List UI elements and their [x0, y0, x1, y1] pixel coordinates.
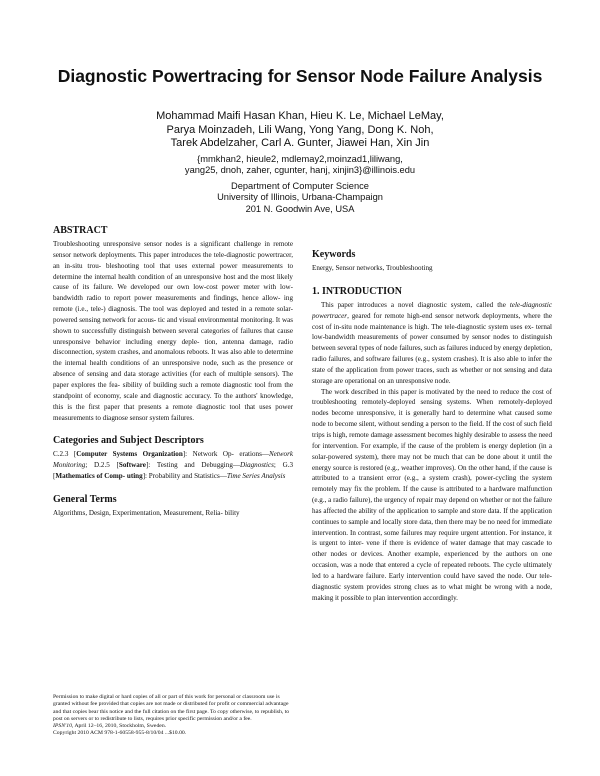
text-line: standpoint of economy, scale and diagnostic accuracy. To — [53, 391, 222, 400]
text-line: or not the failure has affected the ability of the application — [312, 496, 553, 515]
affiliation — [90, 181, 510, 215]
text-line: not made or distributed for profit or commercial advantage and that copies — [53, 701, 289, 715]
text-line: traces, such as whether or not sensing and data storage are — [312, 365, 552, 385]
text-line: to other nodes or devices. Another example, experienced — [312, 539, 552, 559]
text-line: failures, such as failures induced by energy depletion, radio — [312, 344, 552, 364]
text-line: a cycle of repeated reboots. The cycle ultimately led to a — [312, 561, 552, 580]
text-line: require urgent attention. For instance, it is urgent to inter- — [312, 528, 553, 548]
text-line: tion, antenna damage, radio disconnection, system crashes, — [53, 337, 293, 357]
left-column — [53, 225, 293, 519]
text-line: (for each of multiple sensors). The paper explores the fea- — [53, 370, 293, 389]
affiliation-line: University of Illinois, Urbana-Champaign — [217, 192, 383, 203]
text-line: Algorithms, Design, Experimentation, Measurement, Relia- — [53, 508, 223, 517]
text-line: be much that can be done about it until the energy source is — [312, 452, 552, 472]
system-name: tele-diagnostic powertracer — [312, 300, 552, 320]
general-terms-heading: General Terms — [53, 493, 117, 505]
text-line: radio failure), the urgency of repair may depend on whether — [333, 496, 503, 505]
text-line: Troubleshooting unresponsive sensor nodes is a significant — [53, 240, 231, 248]
introduction-heading: 1. INTRODUCTION — [312, 285, 403, 297]
text-line: Permission to make digital or hard copies of all or part of this work for — [53, 694, 215, 700]
text-line: hardware failure. Early intervention could have saved the — [337, 571, 506, 580]
general-terms-body — [53, 508, 293, 519]
text-line: bility — [224, 508, 240, 517]
text-line: sibility of building such a remote diagnostic tool from the — [122, 380, 293, 389]
text-line: ternal low-bandwidth measurements of power consumed by — [312, 322, 552, 342]
permission-text — [53, 694, 291, 723]
text-line: assessment becomes highly desirable to assess the need for — [312, 430, 552, 450]
text-line: by the authors on one occasion, was a node that entered — [312, 550, 553, 570]
text-line: to report power measurements and findings, hence allow- — [104, 294, 281, 303]
category-name: Computer Systems Organization — [76, 450, 183, 459]
text-line: determine the internal health condition of an unresponsive — [53, 272, 222, 281]
subject-name: Network Monitoring — [53, 450, 293, 470]
copyright-footnote — [53, 694, 291, 738]
text-line: to sample and store data. If the application continues to — [312, 506, 552, 526]
affiliation-line: Department of Computer Science — [231, 181, 369, 191]
text-run: ; G.3 [ — [53, 461, 294, 481]
text-line: sensor network deployments, where the cost of in-situ node — [312, 311, 552, 331]
text-line: ing remote (i.e., tele-) diagnosis. The tool was deployed and — [53, 294, 293, 314]
category-name: Software — [118, 461, 146, 470]
text-line: challenge in remote sensor network deployments. This paper — [53, 240, 294, 259]
text-line: maintenance is high. The tele-diagnostic system uses ex- — [369, 322, 534, 331]
author-line: Tarek Abdelzaher, Carl A. Gunter, Jiawei Han, Xin Jin — [170, 137, 430, 150]
right-column — [312, 249, 552, 603]
text-line: diagnose sensor system failures. — [102, 413, 195, 422]
text-line: also able to infer the state of the application from power — [312, 355, 552, 374]
intro-paragraph-2 — [312, 387, 552, 604]
text-line: republish, to post on servers or to redistribute to lists, requires prior specific — [53, 708, 290, 722]
text-line: power-cycling the system remotely may fix the problem. If — [312, 474, 552, 494]
copyright-line: Copyright 2010 ACM 978-1-60558-955-8/10/04 ...$10.00. — [53, 730, 187, 737]
text-run: erations— — [239, 450, 269, 459]
text-line: intervention. For example, if the cause of the problem is — [322, 441, 487, 450]
affiliation-line: 201 N. Goodwin Ave, USA — [245, 203, 355, 214]
text-line: a remote diagnostic tool that uses power measurements to — [53, 402, 294, 422]
text-line: bear this notice and the full citation on the first page. To copy otherwise, to — [88, 708, 260, 715]
author-line: Mohammad Maifi Hasan Khan, Hieu K. Le, Michael LeMay, — [156, 110, 444, 122]
text-line: permission and/or a fee. — [197, 715, 252, 722]
intro-paragraph-1 — [312, 300, 552, 387]
subject-name: Time Series Analysis — [226, 472, 286, 481]
text-line: field. If the cost of such field trips is high, remote damage — [312, 420, 552, 439]
text-line: that cause unresponsive behavior including energy deple- — [53, 326, 293, 346]
text-line: the authors' knowledge, this is the first paper that presents — [53, 391, 293, 411]
text-run: and Debugging— — [184, 461, 240, 470]
text-line: operational on an unresponsive node. — [344, 376, 451, 385]
text-line: energy depletion (in a solar-powered system), there may not — [312, 441, 552, 461]
keywords-body: Energy, Sensor networks, Troubleshooting — [312, 264, 433, 272]
subject-name: Diagnostics — [239, 461, 274, 470]
author-list — [90, 110, 510, 151]
text-run: ]: Testing — [145, 461, 178, 470]
categories-body — [53, 449, 293, 482]
text-line: unresponsive, it is generally hard to determine what caused — [356, 409, 535, 418]
text-line: vene if there is evidence of water damage that may cascade — [366, 539, 544, 548]
text-line: sample and locally store data, then there may be no need — [348, 517, 511, 526]
text-line: introduces the tele-diagnostic powertracer, an in-situ trou- — [53, 250, 293, 270]
text-line: This paper introduces a novel diagnostic system, called — [321, 300, 494, 309]
text-line: the presence or absence of sensing and data storage activities — [53, 359, 294, 379]
text-run: C.2.3 [ — [53, 450, 77, 459]
text-line: cause is attributed to a transient error (e.g., a system crash), — [312, 463, 552, 483]
text-line: need to reduce the cost of troubleshooting remotely-deployed — [312, 387, 552, 407]
author-line: Parya Moinzadeh, Lili Wang, Yong Yang, Dong K. Noh, — [166, 123, 434, 136]
text-line: the cause is attributed to a hardware malfunction (e.g., a — [312, 485, 552, 505]
category-name: uting — [126, 472, 143, 481]
text-run: , geared for remote high-end — [347, 311, 433, 320]
text-line: sensor nodes to distinguish between several types of node — [312, 333, 553, 353]
text-line: tic and visual environmental monitoring. It was shown to — [53, 315, 293, 335]
text-line: plan intervention accordingly. — [373, 593, 458, 602]
venue-name: IPSN'10, — [53, 723, 74, 730]
paper-title: Diagnostic Powertracing for Sensor Node Failure Analysis — [57, 66, 543, 86]
text-line: for immediate intervention. In contrast, some failures may — [312, 517, 552, 537]
categories-heading: Categories and Subject Descriptors — [53, 435, 204, 447]
author-emails — [90, 154, 510, 177]
abstract-heading: ABSTRACT — [53, 225, 108, 236]
text-line: successfully distinguish between several categories of failures — [81, 326, 262, 335]
text-line: host and the most likely cause of its failure. We developed — [53, 272, 293, 292]
text-line: some node to become silent, without sending a person to the — [312, 409, 553, 429]
text-line: node. Our tele-diagnostic system provides strong clues as — [312, 571, 552, 591]
text-line: failures, and software failures (e.g., system crashes). It is — [328, 355, 492, 364]
category-name: Mathematics of Comp- — [55, 472, 126, 481]
email-line: {mmkhan2, hieule2, mdlemay2,moinzad1,liliwang, — [197, 154, 403, 164]
abstract-body — [53, 239, 293, 423]
text-line: and anomalous reboots. It was also able to determine the — [53, 348, 294, 368]
text-run: the — [497, 300, 510, 309]
venue-details: April 12–16, 2010, Stockholm, Sweden. — [73, 723, 167, 730]
text-run: ]: Probability and Statistics— — [142, 472, 227, 481]
text-line: tested in a remote solar-powered sensing network for acous- — [53, 305, 293, 324]
text-line: The work described in this paper is motivated by the — [321, 387, 475, 396]
text-line: restored (e.g., weather improves). On the other hand, if the — [360, 463, 528, 472]
email-line: yang25, dnoh, zaher, cgunter, hanj, xinjin3}@illinois.edu — [184, 165, 416, 176]
text-run: ; D.2.5 [ — [85, 461, 119, 470]
text-run: ]: Network Op- — [182, 450, 234, 459]
text-line: sensing systems. When remotely-deployed nodes become — [312, 398, 552, 418]
text-line: bleshooting tool that uses external power measurements to — [105, 261, 293, 270]
text-line: personal or classroom use is granted without fee provided that copies are — [53, 694, 280, 708]
text-line: internal health conditions of an unresponsive node, such as — [64, 359, 244, 368]
keywords-heading: Keywords — [312, 249, 356, 260]
text-line: to what might be wrong with a node, making it possible to — [312, 582, 552, 602]
text-line: our own low-cost power meter with low-bandwidth radio — [53, 283, 293, 303]
